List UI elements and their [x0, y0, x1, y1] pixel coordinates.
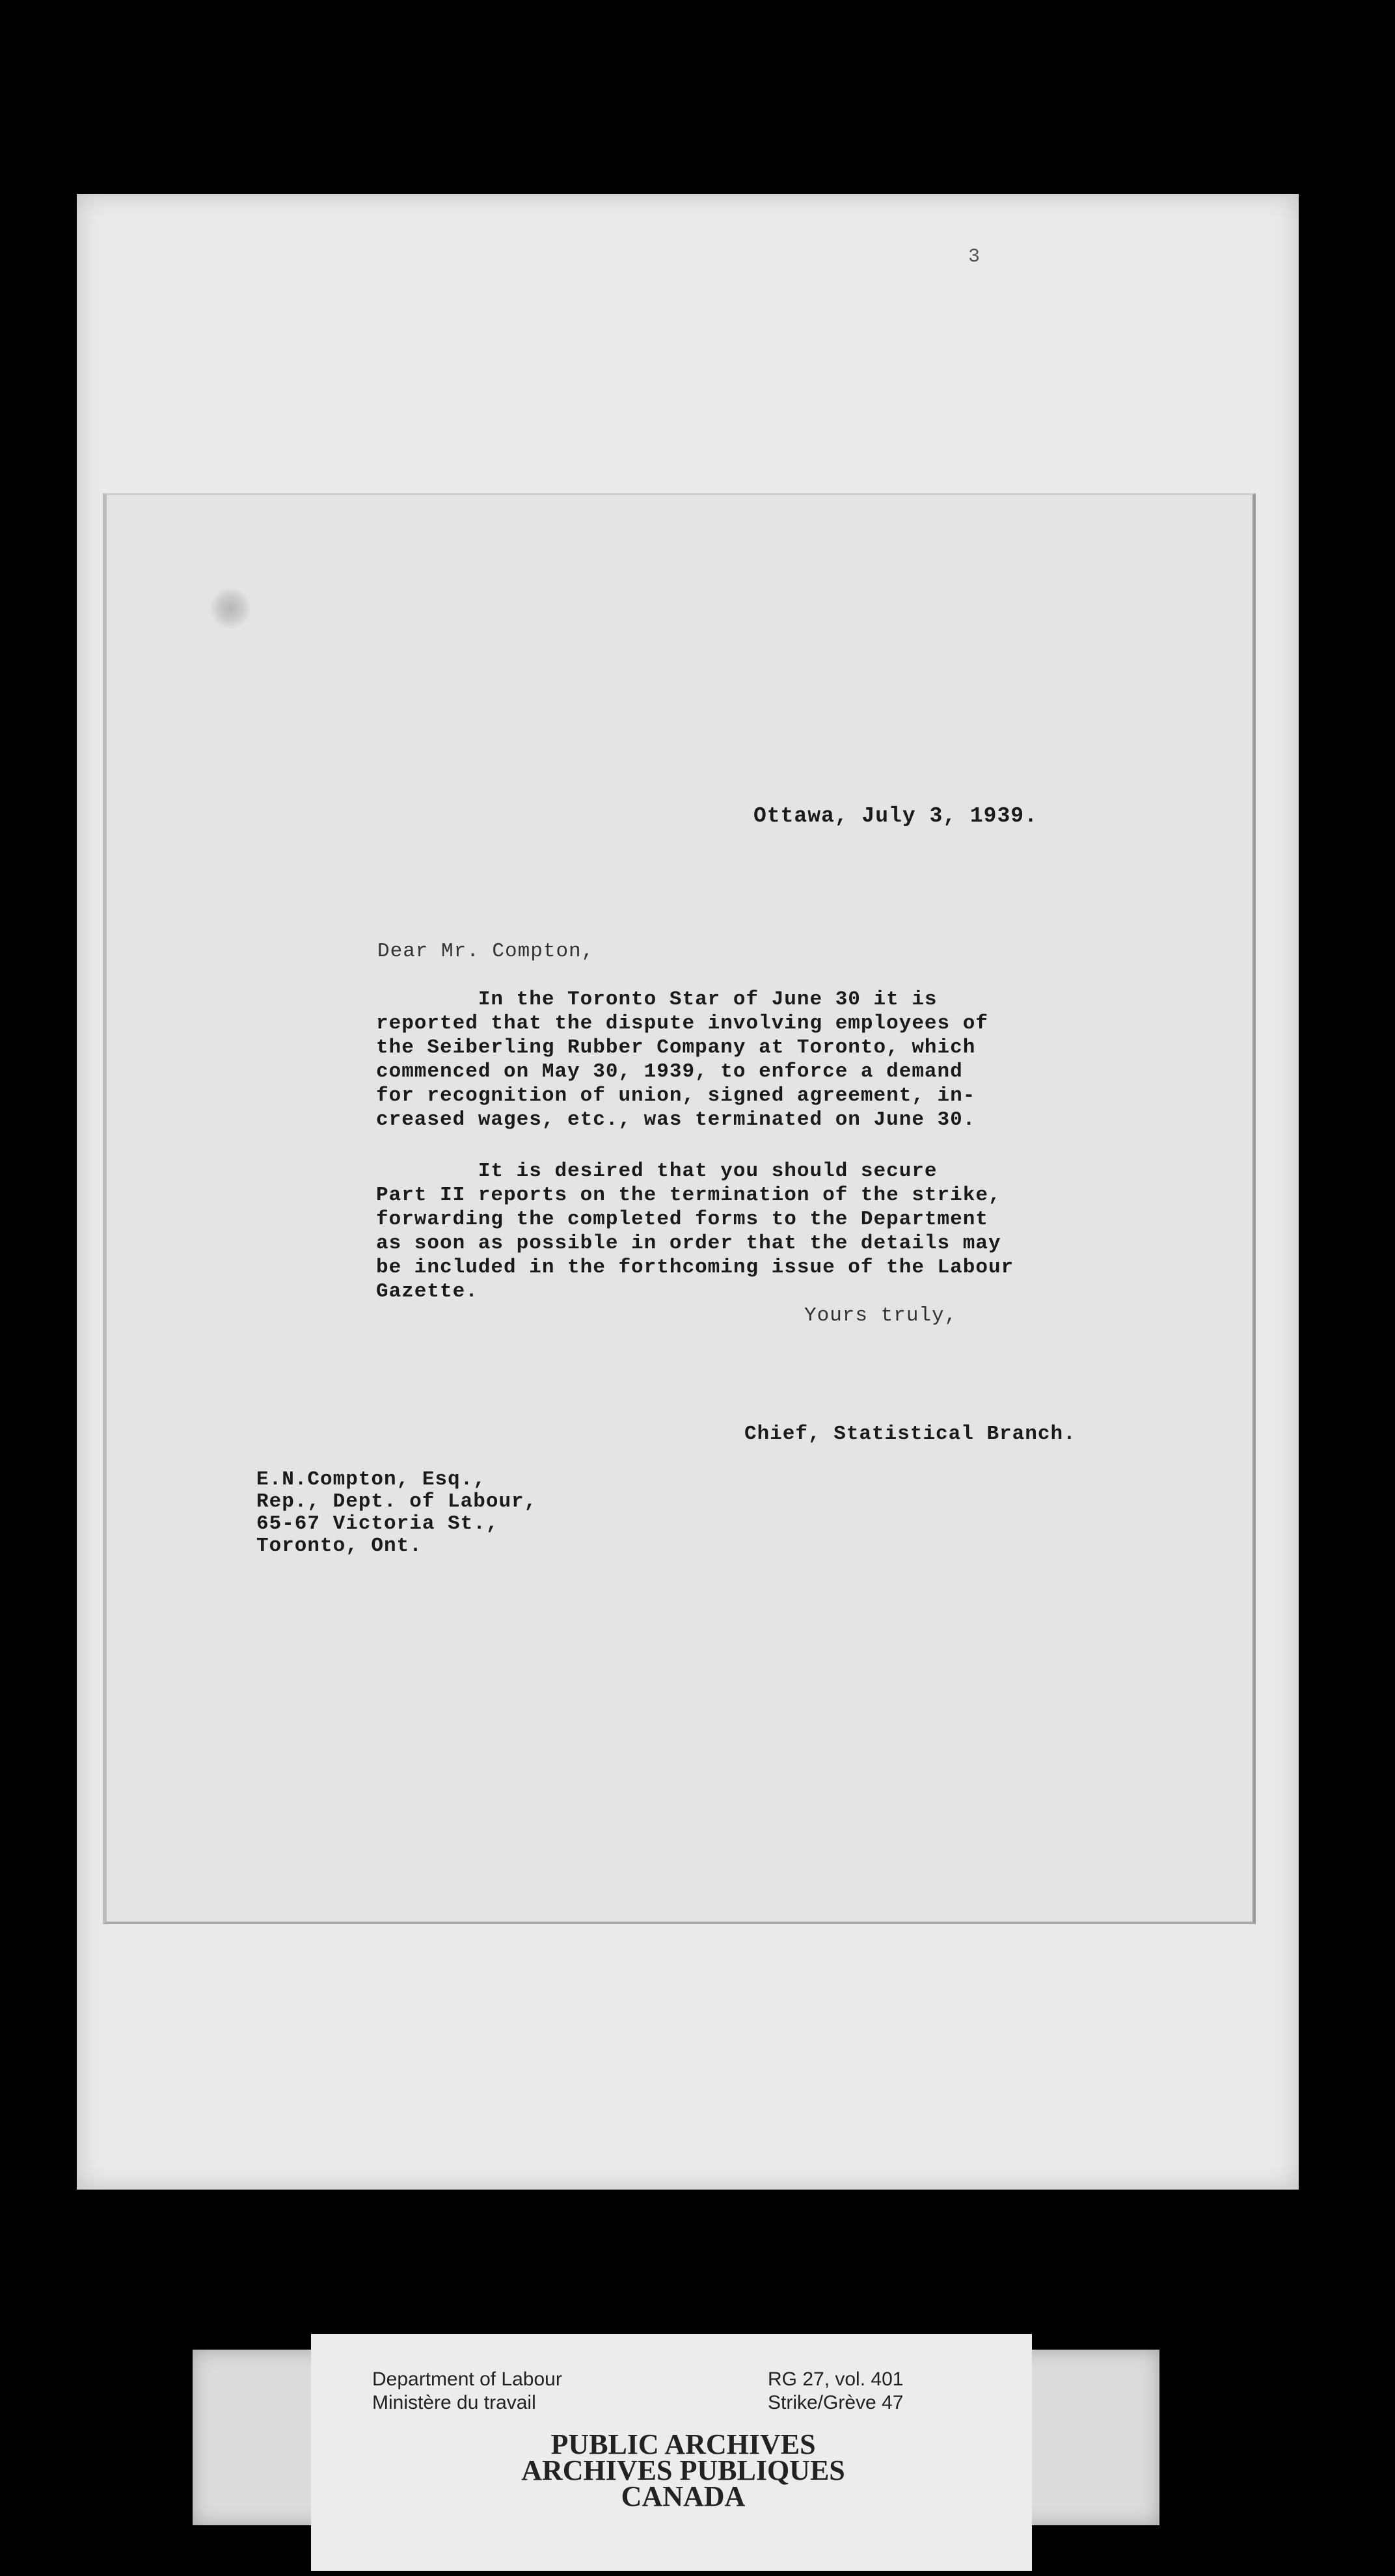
department-french: Ministère du travail — [372, 2392, 536, 2413]
archive-department — [372, 2368, 562, 2415]
letter-paragraph-1: In the Toronto Star of June 30 it is reported that the dispute involving employees of the Seiberling Rubber Company at Toronto, which commenced on May 30, 1939, to enforce a demand for recognition of union, signed agreement, in- creased wages, etc., was terminated on June 30. — [376, 988, 988, 1131]
department-english: Department of Labour — [372, 2368, 562, 2390]
letter-signature: Chief, Statistical Branch. — [744, 1423, 1076, 1445]
reference-number: RG 27, vol. 401 — [768, 2368, 904, 2390]
archive-title-line-3: CANADA — [621, 2480, 746, 2512]
archive-title-line-1: PUBLIC ARCHIVES — [550, 2428, 816, 2460]
letter-closing: Yours truly, — [804, 1304, 958, 1327]
page-number: 3 — [968, 246, 981, 268]
letter-salutation: Dear Mr. Compton, — [377, 940, 595, 963]
file-number: Strike/Grève 47 — [768, 2392, 904, 2413]
ink-smudge — [211, 585, 250, 631]
letter-date: Ottawa, July 3, 1939. — [753, 804, 1038, 828]
letter-paragraph-2: It is desired that you should secure Part II reports on the termination of the strike, forwarding the completed forms to the Department as soon as possible in order that the details may be included in the forthcoming issue of the Labour Gazette. — [376, 1160, 1014, 1303]
archive-title-line-2: ARCHIVES PUBLIQUES — [521, 2454, 845, 2486]
recipient-address: E.N.Compton, Esq., Rep., Dept. of Labour, 65-67 Victoria St., Toronto, Ont. — [256, 1468, 537, 1557]
archive-reference — [768, 2368, 903, 2415]
